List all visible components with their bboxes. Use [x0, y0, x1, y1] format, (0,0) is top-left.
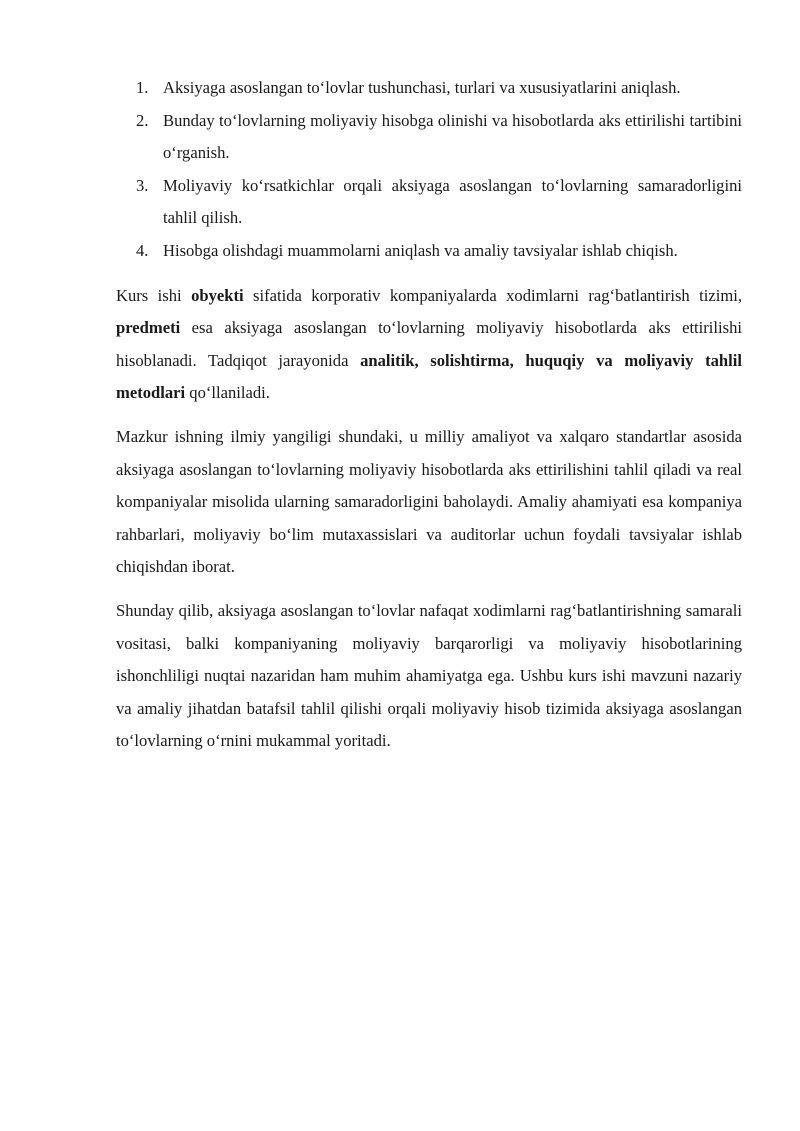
- bold-term-object: obyekti: [191, 285, 244, 305]
- list-item: [116, 170, 742, 235]
- list-item-number: 4.: [136, 240, 149, 260]
- list-item-number: 1.: [136, 78, 149, 97]
- paragraph-text: sifatida korporativ kompaniyalarda xodimlarni rag‘batlantirish tizimi,: [243, 285, 742, 305]
- paragraph-conclusion: Shunday qilib, aksiyaga asoslangan to‘lovlar nafaqat xodimlarni rag‘batlantirishning samarali vositasi, balki kompaniyaning moliyaviy barqarorligi va moliyaviy hisobotlarining ishonchliligi nuqtai nazaridan ham muhim ahamiyatga ega. Ushbu kurs ishi mavzuni nazariy va amaliy jihatdan batafsil tahlil qilishi orqali moliyaviy hisob tizimida aksiyaga asoslangan to‘lovlarning o‘rnini mukammal yoritadi.: [116, 600, 742, 751]
- list-item: [116, 105, 742, 170]
- bold-term-subject: predmeti: [116, 318, 181, 338]
- list-item: [116, 235, 742, 268]
- document-page: [116, 72, 742, 758]
- list-item-text: Bunday to‘lovlarning moliyaviy hisobga olinishi va hisobotlarda aks ettirilishi tartibini o‘rganish.: [163, 110, 742, 163]
- paragraph-text: esa aksiyaga asoslangan to‘lovlarning moliyaviy hisobotlarda aks ettirilishi hisoblanadi. Tadqiqot jarayonida: [116, 318, 742, 370]
- list-item-text: Aksiyaga asoslangan to‘lovlar tushunchasi, turlari va xususiyatlarini aniqlash.: [163, 78, 681, 97]
- paragraph-novelty: Mazkur ishning ilmiy yangiligi shundaki, u milliy amaliyot va xalqaro standartlar asosida aksiyaga asoslangan to‘lovlarning moliyaviy hisobotlarda aks ettirilishini tahlil qiladi va real kompaniyalar misolida ularning samaradorligini baholaydi. Amaliy ahamiyati esa kompaniya rahbarlari, moliyaviy bo‘lim mutaxassislari va auditorlar uchun foydali tavsiyalar ishlab chiqishdan iborat.: [116, 426, 742, 577]
- list-item-text: Moliyaviy ko‘rsatkichlar orqali aksiyaga asoslangan to‘lovlarning samaradorligini tahlil qilish.: [163, 175, 742, 228]
- paragraph-text: Kurs ishi: [116, 285, 192, 305]
- list-item: [116, 72, 742, 105]
- objectives-list: [116, 72, 742, 268]
- list-item-text: Hisobga olishdagi muammolarni aniqlash va amaliy tavsiyalar ishlab chiqish.: [163, 240, 678, 260]
- paragraph-object-subject: [116, 280, 742, 410]
- list-item-number: 3.: [136, 175, 149, 195]
- list-item-number: 2.: [136, 110, 149, 130]
- bold-term-methods: analitik, solishtirma, huquqiy va moliyaviy tahlil metodlari: [116, 350, 742, 403]
- paragraph-text: qo‘llaniladi.: [185, 383, 270, 403]
